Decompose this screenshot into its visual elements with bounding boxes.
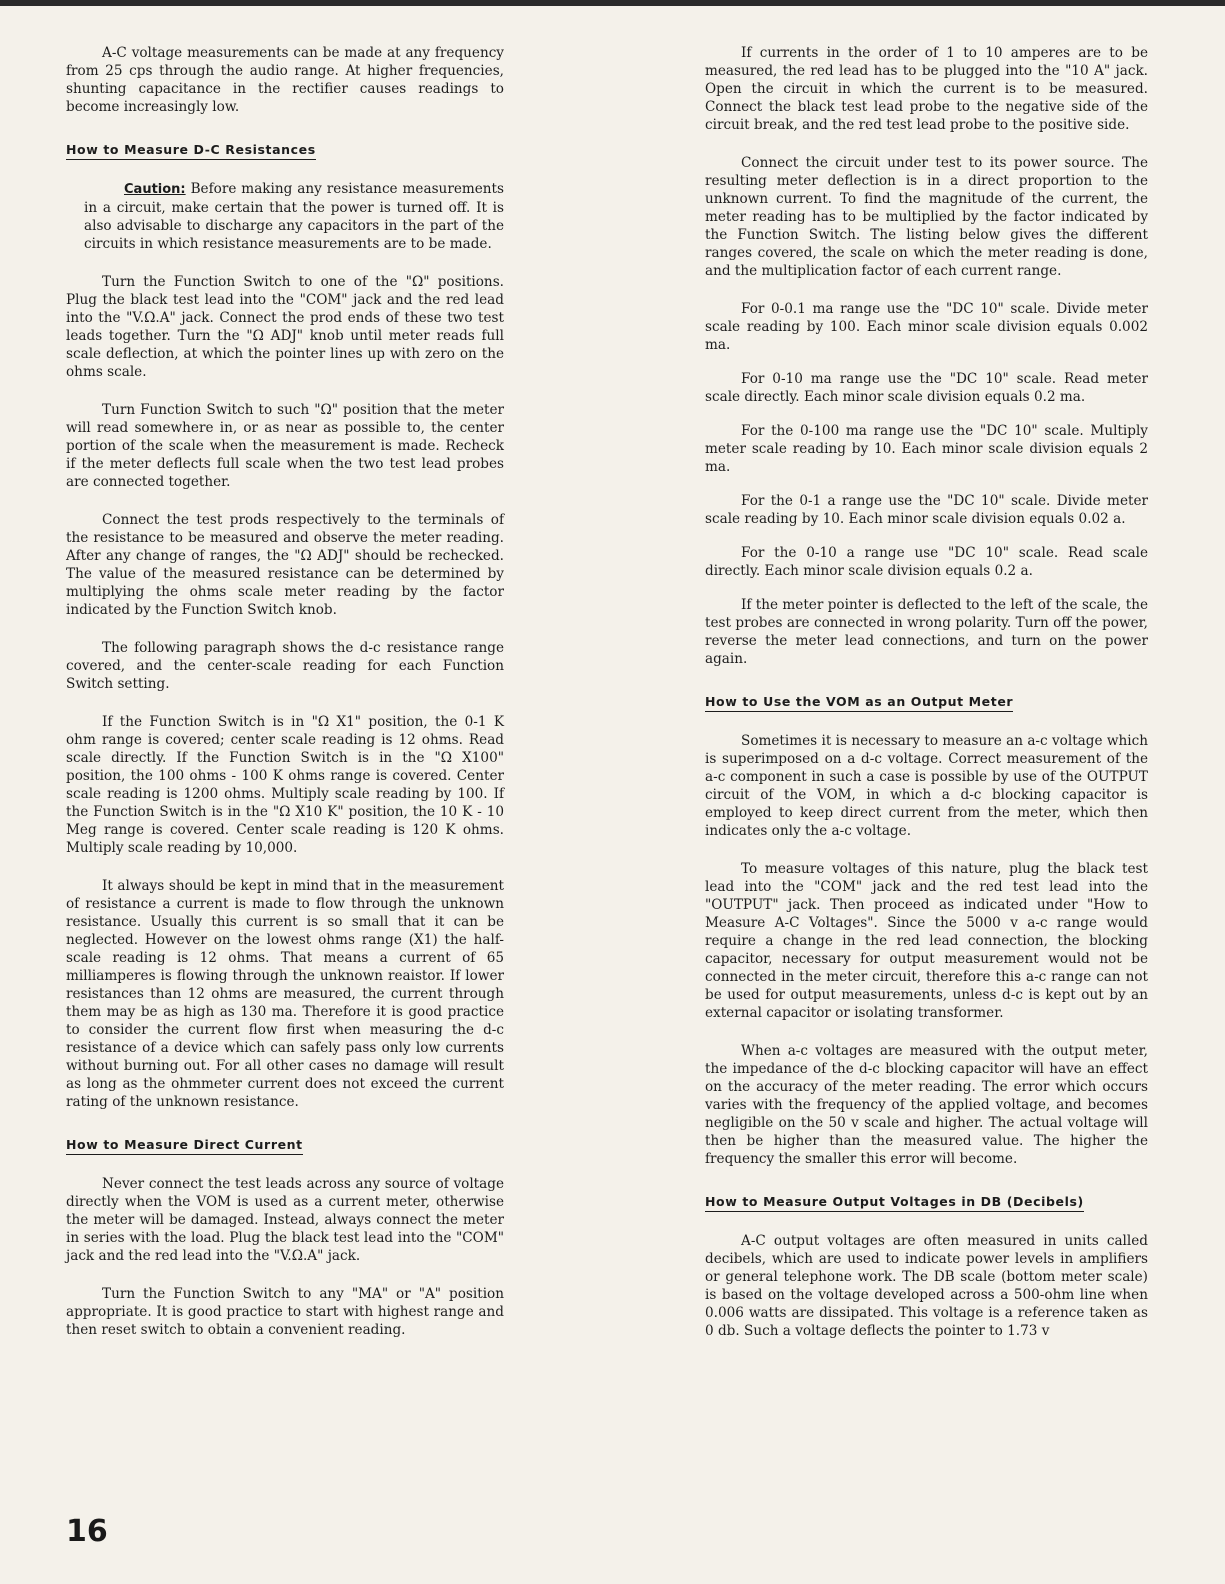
heading-output-voltages-db: How to Measure Output Voltages in DB (Decibels) — [705, 1194, 1084, 1212]
heading-direct-current: How to Measure Direct Current — [66, 1137, 303, 1155]
paragraph-turn-function-switch: Turn the Function Switch to one of the "Ω" positions. Plug the black test lead into the "COM" jack and the red lead into the "V.Ω.A" jack. Connect the prod ends of these two test leads together. Turn the "Ω ADJ" knob until meter reads full scale deflection, at which the pointer lines up with zero on the ohms scale. — [66, 274, 504, 380]
paragraph-turn-to-ohm-position: Turn Function Switch to such "Ω" position that the meter will read somewhere in, or as near as possible to, the center portion of the scale when the measurement is made. Recheck if the meter deflects full scale when the two test lead probes are connected together. — [66, 402, 504, 490]
caution-text: Before making any resistance measurements in a circuit, make certain that the power is turned off. It is also advisable to discharge any capacitors in the part of the circuits in which resistance measurements are to be made. — [84, 181, 504, 252]
paragraph-turn-to-ma: Turn the Function Switch to any "MA" or "A" position appropriate. It is good practice to start with highest range and then reset switch to obtain a convenient reading. — [66, 1286, 504, 1338]
heading-dc-resistances: How to Measure D-C Resistances — [66, 142, 316, 160]
paragraph-range-0-10-a: For the 0-10 a range use "DC 10" scale. Read scale directly. Each minor scale division equals 0.2 a. — [705, 545, 1148, 579]
paragraph-pointer-deflected-left: If the meter pointer is deflected to the left of the scale, the test probes are connected in wrong polarity. Turn off the power, reverse the meter lead connections, and turn on the power again. — [705, 597, 1148, 667]
heading-output-meter: How to Use the VOM as an Output Meter — [705, 694, 1013, 712]
caution-label: Caution: — [124, 182, 186, 197]
page-number: 16 — [66, 1514, 108, 1549]
paragraph-connect-test-prods: Connect the test prods respectively to the terminals of the resistance to be measured and observe the meter reading. After any change of ranges, the "Ω ADJ" should be rechecked. The value of the measured resistance can be determined by multiplying the ohms scale meter reading by the factor indicated by the Function Switch knob. — [66, 512, 504, 618]
paragraph-always-keep-in-mind: It always should be kept in mind that in the measurement of resistance a current is made to flow through the unknown resistance. Usually this current is so small that it can be neglected. However on the lowest ohms range (X1) the half-scale reading is 12 ohms. That means a current of 65 milliamperes is flowing through the unknown reaistor. If lower resistances than 12 ohms are measured, the current through them may be as high as 130 ma. Therefore it is good practice to consider the current flow first when measuring the d-c resistance of a device which can safely pass only low currents without burning out. For all other cases no damage will result as long as the ohmmeter current does not exceed the current rating of the unknown resistance. — [66, 878, 504, 1110]
caution-paragraph — [84, 180, 504, 253]
paragraph-range-0-10-ma: For 0-10 ma range use the "DC 10" scale. Read meter scale directly. Each minor scale division equals 0.2 ma. — [705, 371, 1148, 405]
left-column — [66, 44, 504, 1359]
page-top-rule — [0, 0, 1225, 6]
paragraph-range-0-0.1-ma: For 0-0.1 ma range use the "DC 10" scale. Divide meter scale reading by 100. Each minor scale division equals 0.002 ma. — [705, 301, 1148, 353]
right-column — [705, 44, 1148, 1360]
paragraph-never-connect: Never connect the test leads across any source of voltage directly when the VOM is used as a current meter, otherwise the meter will be damaged. Instead, always connect the meter in series with the load. Plug the black test lead into the "COM" jack and the red lead into the "V.Ω.A" jack. — [66, 1176, 504, 1264]
paragraph-decibels: A-C output voltages are often measured in units called decibels, which are used to indicate power levels in amplifiers or general telephone work. The DB scale (bottom meter scale) is based on the voltage developed across a 500-ohm line when 0.006 watts are dissipated. This voltage is a reference taken as 0 db. Such a voltage deflects the pointer to 1.73 v — [705, 1233, 1148, 1339]
paragraph-connect-circuit: Connect the circuit under test to its power source. The resulting meter deflection is in a direct proportion to the unknown current. To find the magnitude of the current, the meter reading has to be multiplied by the factor indicated by the Function Switch. The listing below gives the different ranges covered, the scale on which the meter reading is done, and the multiplication factor of each current range. — [705, 155, 1148, 279]
paragraph-sometimes: Sometimes it is necessary to measure an a-c voltage which is superimposed on a d-c voltage. Correct measurement of the a-c component in such a case is possible by use of the OUTPUT circuit of the VOM, in which a d-c blocking capacitor is employed to keep direct current from the meter, which then indicates only the a-c voltage. — [705, 733, 1148, 839]
paragraph-following: The following paragraph shows the d-c resistance range covered, and the center-scale reading for each Function Switch setting. — [66, 640, 504, 692]
paragraph-to-measure-voltages: To measure voltages of this nature, plug the black test lead into the "COM" jack and the red test lead into the "OUTPUT" jack. Then proceed as indicated under "How to Measure A-C Voltages". Since the 5000 v a-c range would require a change in the red lead connection, the blocking capacitor, necessary for output measurement would not be connected in the meter circuit, therefore this a-c range can not be used for output measurements, unless d-c is kept out by an external capacitor or isolating transformer. — [705, 861, 1148, 1021]
paragraph-range-0-1-a: For the 0-1 a range use the "DC 10" scale. Divide meter scale reading by 10. Each minor scale division equals 0.02 a. — [705, 493, 1148, 527]
paragraph-if-function-switch: If the Function Switch is in "Ω X1" position, the 0-1 K ohm range is covered; center scale reading is 12 ohms. Read scale directly. If the Function Switch is in the "Ω X100" position, the 100 ohms - 100 K ohms range is covered. Center scale reading is 1200 ohms. Multiply scale reading by 100. If the Function Switch is in the "Ω X10 K" position, the 10 K - 10 Meg range is covered. Center scale reading is 120 K ohms. Multiply scale reading by 10,000. — [66, 714, 504, 856]
paragraph-currents-1-to-10-amperes: If currents in the order of 1 to 10 amperes are to be measured, the red lead has to be plugged into the "10 A" jack. Open the circuit in which the current is to be measured. Connect the black test lead probe to the negative side of the circuit break, and the red test lead probe to the positive side. — [705, 45, 1148, 133]
paragraph-when-ac-voltages: When a-c voltages are measured with the output meter, the impedance of the d-c blocking capacitor will have an effect on the accuracy of the meter reading. The error which occurs varies with the frequency of the applied voltage, and becomes negligible on the 50 v scale and higher. The actual voltage will then be higher than the measured value. The higher the frequency the smaller this error will become. — [705, 1043, 1148, 1167]
paragraph-ac-frequency: A-C voltage measurements can be made at any frequency from 25 cps through the audio range. At higher frequencies, shunting capacitance in the rectifier causes readings to become increasingly low. — [66, 45, 504, 115]
paragraph-range-0-100-ma: For the 0-100 ma range use the "DC 10" scale. Multiply meter scale reading by 10. Each minor scale division equals 2 ma. — [705, 423, 1148, 475]
